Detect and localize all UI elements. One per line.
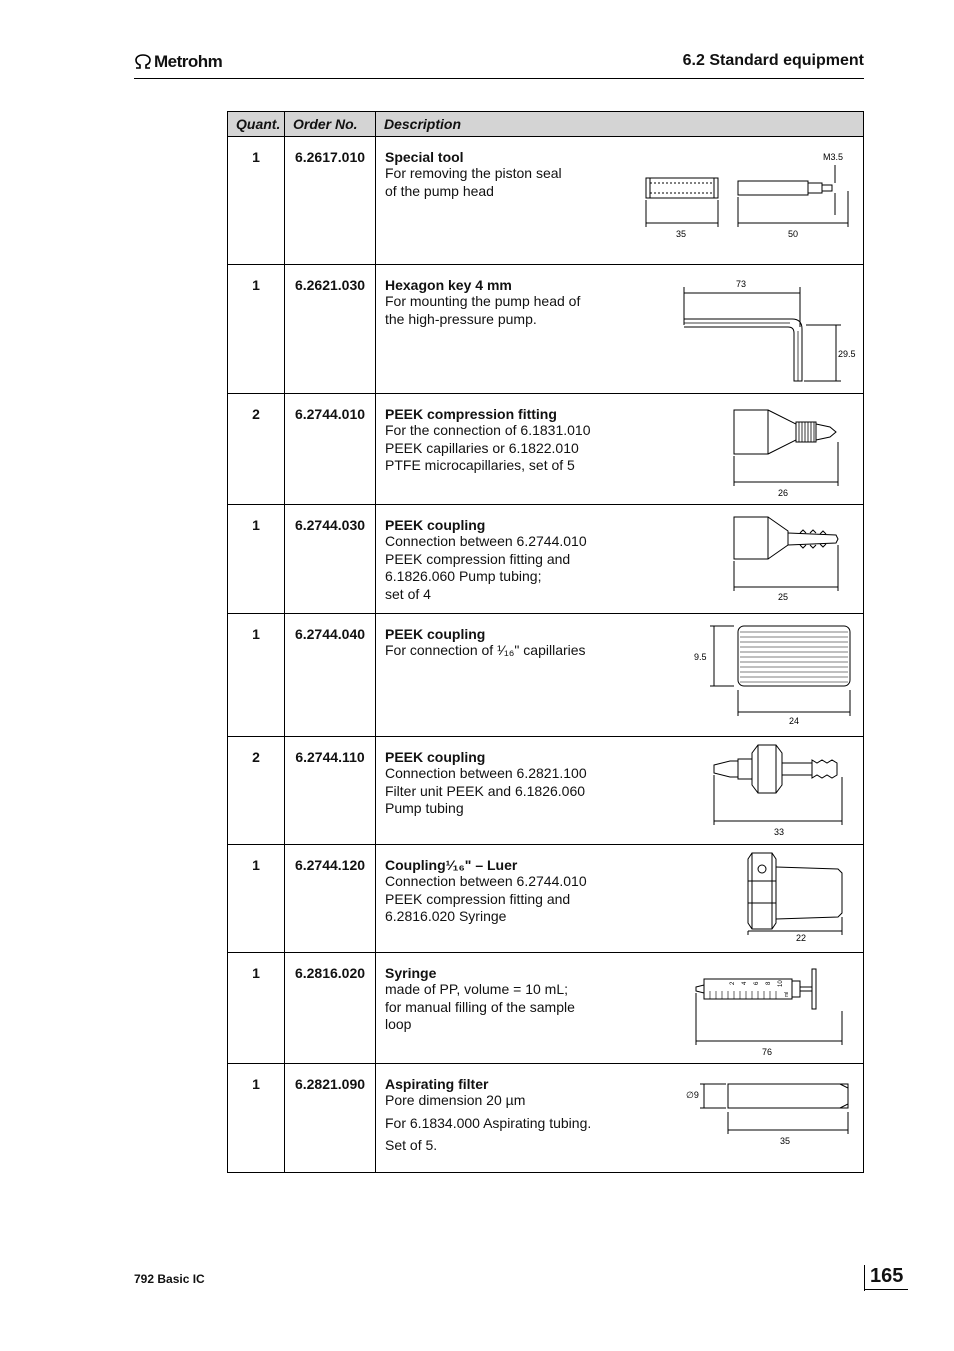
dim-label: 35 — [676, 229, 687, 239]
description-cell — [376, 137, 864, 265]
description-cell — [376, 1064, 864, 1173]
item-desc-line: For 6.1834.000 Aspirating tubing. — [385, 1114, 592, 1131]
order-cell: 6.2744.110 — [285, 737, 376, 845]
quant-cell: 2 — [228, 394, 285, 505]
description-cell — [376, 614, 864, 737]
item-name: PEEK coupling — [385, 517, 486, 533]
brand-logo — [134, 52, 222, 72]
col-description: Description — [376, 112, 864, 137]
item-desc-line: of the pump head — [385, 182, 494, 199]
dim-label: 26 — [778, 488, 789, 497]
quant-cell: 1 — [228, 614, 285, 737]
dim-label: 33 — [774, 827, 785, 837]
item-name: Syringe — [385, 965, 437, 981]
order-cell: 6.2744.120 — [285, 845, 376, 953]
item-desc-line: PEEK compression fitting and — [385, 550, 571, 567]
order-cell: 6.2617.010 — [285, 137, 376, 265]
item-desc-line: For mounting the pump head of — [385, 293, 581, 309]
scale-label: 2 — [730, 981, 736, 985]
item-desc-line: PEEK capillaries or 6.1822.010 — [385, 439, 579, 456]
description-cell — [376, 953, 864, 1064]
item-desc-line: For the connection of 6.1831.010 — [385, 422, 591, 438]
item-desc-line: Pump tubing — [385, 800, 464, 816]
order-cell: 6.2821.090 — [285, 1064, 376, 1173]
table-row — [228, 737, 864, 845]
dim-label: 25 — [778, 592, 789, 602]
quant-cell: 1 — [228, 505, 285, 614]
coupling-capillary-drawing — [694, 620, 859, 730]
quant-cell: 1 — [228, 845, 285, 953]
item-desc-line: PEEK compression fitting and — [385, 890, 571, 907]
dim-label: 76 — [762, 1047, 773, 1057]
aspirating-filter-drawing — [682, 1076, 857, 1164]
dim-label: 29.5 — [838, 349, 856, 359]
dim-label: 73 — [736, 279, 747, 289]
item-desc-line: the high-pressure pump. — [385, 310, 537, 327]
item-desc-line: set of 4 — [385, 585, 431, 602]
item-name: PEEK coupling — [385, 626, 486, 642]
col-quant: Quant. — [228, 112, 285, 137]
item-desc-line: Filter unit PEEK and 6.1826.060 — [385, 782, 586, 799]
special-tool-drawing — [638, 145, 858, 255]
dim-label: 22 — [796, 933, 807, 943]
item-desc-line: Set of 5. — [385, 1137, 438, 1153]
order-cell: 6.2744.040 — [285, 614, 376, 737]
order-cell: 6.2816.020 — [285, 953, 376, 1064]
col-order: Order No. — [285, 112, 376, 137]
scale-label: ml — [784, 991, 790, 997]
description-cell — [376, 737, 864, 845]
table-row — [228, 394, 864, 505]
item-name: Aspirating filter — [385, 1076, 489, 1092]
item-desc-line: loop — [385, 1016, 412, 1032]
table-header-row — [228, 112, 864, 137]
item-desc-line: 6.1826.060 Pump tubing; — [385, 568, 542, 584]
item-name: PEEK coupling — [385, 749, 486, 765]
item-desc-line: Connection between 6.2744.010 — [385, 873, 587, 889]
scale-label: 8 — [766, 981, 772, 985]
quant-cell: 1 — [228, 953, 285, 1064]
item-desc-line: Pore dimension 20 µm — [385, 1092, 526, 1108]
syringe-drawing — [688, 961, 858, 1061]
hexagon-key-drawing — [676, 275, 861, 387]
item-desc-line: 6.2816.020 Syringe — [385, 908, 507, 924]
dim-label: 35 — [780, 1136, 791, 1146]
table-row — [228, 505, 864, 614]
item-desc-line: For removing the piston seal — [385, 165, 562, 181]
item-desc-line: Connection between 6.2821.100 — [385, 765, 587, 781]
table-row — [228, 1064, 864, 1173]
dim-label: 24 — [789, 716, 800, 726]
description-cell — [376, 505, 864, 614]
equipment-table — [227, 111, 864, 1173]
quant-cell: 2 — [228, 737, 285, 845]
dim-label: ∅9 — [686, 1090, 699, 1100]
compression-fitting-drawing — [726, 402, 856, 497]
item-name: Coupling¹⁄₁₆" – Luer — [385, 857, 518, 873]
scale-label: 4 — [742, 981, 748, 985]
peek-coupling-drawing — [726, 511, 856, 603]
order-cell: 6.2744.010 — [285, 394, 376, 505]
order-cell: 6.2621.030 — [285, 265, 376, 394]
table-row — [228, 265, 864, 394]
item-desc-line: made of PP, volume = 10 mL; — [385, 981, 569, 997]
dim-label: 9.5 — [694, 652, 707, 662]
footer-doc-title: 792 Basic IC — [134, 1272, 205, 1286]
description-cell — [376, 394, 864, 505]
item-name: Special tool — [385, 149, 464, 165]
quant-cell: 1 — [228, 265, 285, 394]
item-name: Hexagon key 4 mm — [385, 277, 512, 293]
scale-label: 10 — [778, 980, 784, 987]
item-name: PEEK compression fitting — [385, 406, 557, 422]
quant-cell: 1 — [228, 137, 285, 265]
page-header — [134, 48, 864, 79]
page-number-text: 165 — [870, 1265, 904, 1287]
item-desc-line: Connection between 6.2744.010 — [385, 533, 587, 549]
description-cell — [376, 845, 864, 953]
dim-label: M3.5 — [823, 152, 844, 162]
coupling-luer-drawing — [738, 851, 858, 947]
order-cell: 6.2744.030 — [285, 505, 376, 614]
item-desc-line: PTFE microcapillaries, set of 5 — [385, 457, 575, 473]
coupling-filter-drawing — [706, 741, 861, 839]
table-row — [228, 137, 864, 265]
omega-icon — [134, 54, 152, 70]
brand-name: Metrohm — [154, 52, 223, 71]
dim-label: 50 — [788, 229, 799, 239]
table-row — [228, 614, 864, 737]
item-desc-line: for manual filling of the sample — [385, 998, 575, 1015]
table-row — [228, 845, 864, 953]
table-row — [228, 953, 864, 1064]
scale-label: 6 — [754, 981, 760, 985]
description-cell — [376, 265, 864, 394]
item-desc-line: For connection of ¹⁄₁₆" capillaries — [385, 642, 586, 658]
page-number — [864, 1265, 908, 1290]
quant-cell: 1 — [228, 1064, 285, 1173]
section-title: 6.2 Standard equipment — [682, 52, 864, 69]
